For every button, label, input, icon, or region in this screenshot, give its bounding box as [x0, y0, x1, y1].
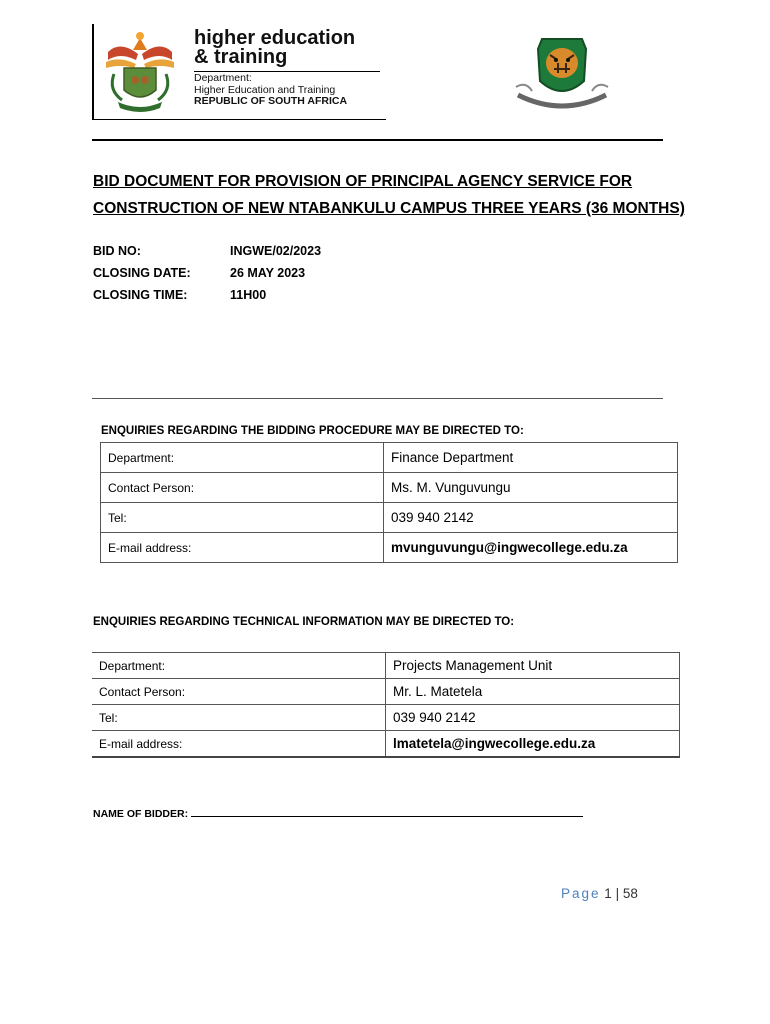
closing-time-value: 11H00: [230, 288, 267, 302]
header-rule: [92, 139, 663, 141]
bid-number-value: INGWE/02/2023: [230, 244, 322, 258]
page-separator: |: [615, 886, 620, 901]
bid-number-row: [93, 240, 321, 262]
page-number: [561, 886, 638, 901]
closing-date-label: CLOSING DATE:: [93, 266, 191, 280]
tel-value: 039 940 2142: [384, 503, 678, 533]
table-row: [101, 503, 678, 533]
tel-label: Tel:: [92, 705, 386, 731]
procedure-contact-table: [100, 442, 678, 563]
email-label: E-mail address:: [92, 731, 386, 758]
bid-details: [93, 240, 321, 306]
bidder-name-field[interactable]: [93, 806, 583, 820]
contact-person-value: Mr. L. Matetela: [386, 679, 680, 705]
department-value: Finance Department: [384, 443, 678, 473]
contact-person-label: Contact Person:: [101, 473, 384, 503]
logo-title-line2: & training: [194, 46, 288, 68]
table-row: [92, 731, 680, 758]
email-label: E-mail address:: [101, 533, 384, 563]
dept-line2: Higher Education and Training: [194, 83, 336, 96]
page-total: 58: [622, 886, 638, 901]
technical-contact-table: [92, 652, 680, 758]
page-current: 1: [604, 886, 612, 901]
department-label: [194, 73, 347, 108]
table-row: [92, 679, 680, 705]
closing-time-label: CLOSING TIME:: [93, 288, 188, 302]
bidder-name-line[interactable]: [191, 806, 583, 817]
technical-enquiries-heading: ENQUIRIES REGARDING TECHNICAL INFORMATION MAY BE DIRECTED TO:: [93, 616, 515, 628]
tel-label: Tel:: [101, 503, 384, 533]
title-line2: CONSTRUCTION OF NEW NTABANKULU CAMPUS THREE YEARS (36 MONTHS): [93, 200, 685, 217]
bid-number-label: BID NO:: [93, 244, 141, 258]
logo-title: [194, 29, 355, 67]
procedure-enquiries-heading: ENQUIRIES REGARDING THE BIDDING PROCEDURE MAY BE DIRECTED TO:: [101, 425, 524, 437]
department-value: Projects Management Unit: [386, 653, 680, 679]
table-row: [101, 533, 678, 563]
contact-person-label: Contact Person:: [92, 679, 386, 705]
coat-of-arms-icon: [100, 30, 180, 114]
dept-line1: Department:: [194, 72, 252, 84]
contact-person-value: Ms. M. Vunguvungu: [384, 473, 678, 503]
section-divider: [92, 398, 663, 399]
tel-value: 039 940 2142: [386, 705, 680, 731]
bidder-name-label: NAME OF BIDDER:: [93, 808, 191, 820]
college-crest-icon: [512, 33, 612, 123]
closing-time-row: [93, 284, 321, 306]
table-row: [101, 443, 678, 473]
dept-line3: REPUBLIC OF SOUTH AFRICA: [194, 95, 348, 107]
department-label: Department:: [92, 653, 386, 679]
logo-title-line1: higher education: [194, 27, 356, 49]
table-row: [101, 473, 678, 503]
table-row: [92, 653, 680, 679]
document-title: [93, 168, 713, 222]
email-link[interactable]: lmatetela@ingwecollege.edu.za: [386, 731, 680, 758]
page-word: Page: [561, 886, 601, 901]
title-line1: BID DOCUMENT FOR PROVISION OF PRINCIPAL AGENCY SERVICE FOR: [93, 173, 633, 190]
closing-date-row: [93, 262, 321, 284]
email-link[interactable]: mvunguvungu@ingwecollege.edu.za: [384, 533, 678, 563]
department-label: Department:: [101, 443, 384, 473]
table-row: [92, 705, 680, 731]
closing-date-value: 26 MAY 2023: [230, 266, 306, 280]
